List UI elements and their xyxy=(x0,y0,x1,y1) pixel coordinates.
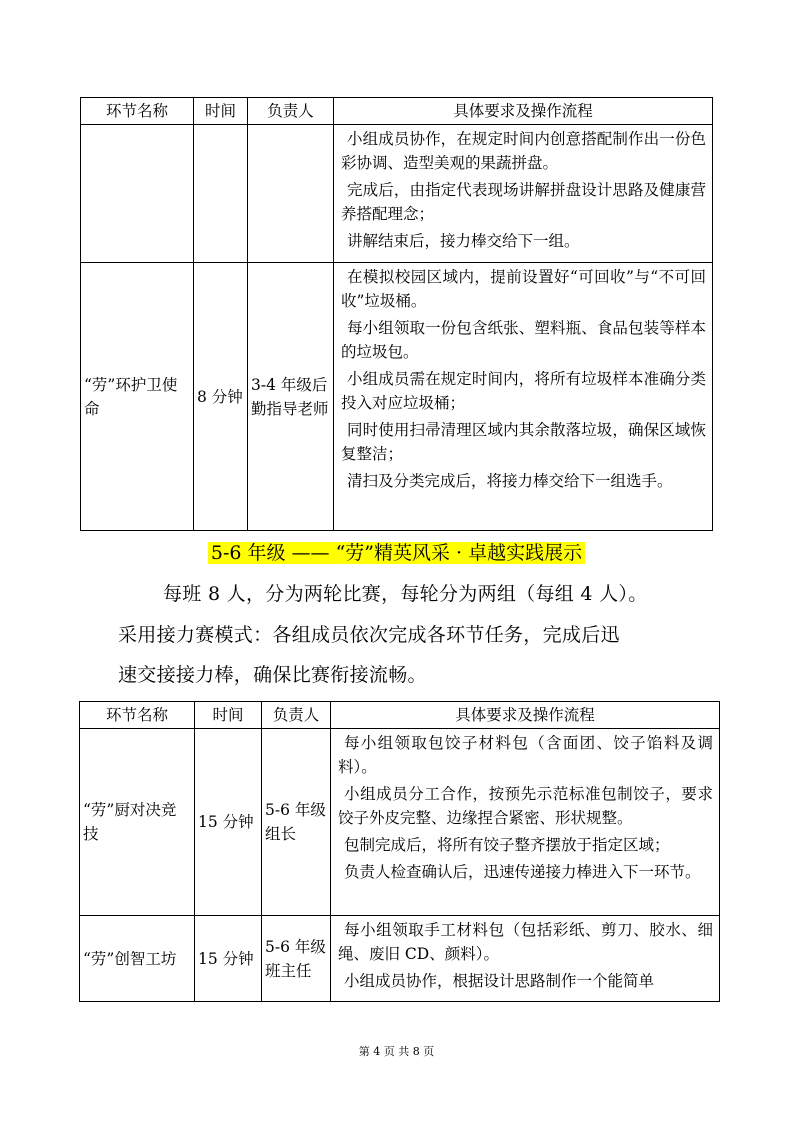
table-row xyxy=(81,263,713,531)
requirements-cell xyxy=(334,125,713,263)
table-header-row xyxy=(81,98,713,125)
step-text: 小组成员协作，根据设计思路制作一个能简单 xyxy=(344,972,655,990)
step-text: 每小组领取一份包含纸张、塑料瓶、食品包装等样本的垃圾包。 xyxy=(341,319,706,361)
page-footer: 第 4 页 共 8 页 xyxy=(358,1045,435,1058)
section-title-highlight: 5-6 年级 —— “劳”精英风采 · 卓越实践展示 xyxy=(208,542,585,564)
stage-name-cell: “劳”厨对决竞技 xyxy=(80,729,195,916)
step-text: 小组成员分工合作，按预先示范标准包制饺子，要求饺子外皮完整、边缘捏合紧密、形状规整。 xyxy=(338,785,713,827)
step-text: 小组成员需在规定时间内，将所有垃圾样本准确分类投入对应垃圾桶； xyxy=(341,370,706,412)
header-time: 时间 xyxy=(195,702,262,729)
step-text: 每小组领取手工材料包（包括彩纸、剪刀、胶水、细绳、废旧 CD、颜料）。 xyxy=(338,921,713,963)
header-person: 负责人 xyxy=(248,98,334,125)
person-cell: 3-4 年级后勤指导老师 xyxy=(248,263,334,531)
step-text: 负责人检查确认后，迅速传递接力棒进入下一环节。 xyxy=(344,863,701,881)
step-text: 每小组领取包饺子材料包（含面团、饺子馅料及调料）。 xyxy=(338,734,713,776)
time-cell: 8 分钟 xyxy=(194,263,248,531)
table-first xyxy=(80,97,713,531)
step-text: 小组成员协作，在规定时间内创意搭配制作出一份色彩协调、造型美观的果蔬拼盘。 xyxy=(341,130,706,172)
intro-paragraph-line: 速交接接力棒，确保比赛衔接流畅。 xyxy=(118,664,427,686)
person-cell: 5-6 年级班主任 xyxy=(262,916,331,1002)
table-row xyxy=(81,125,713,263)
stage-name-cell: “劳”环护卫使命 xyxy=(81,263,194,531)
requirements-cell xyxy=(334,263,713,531)
time-cell: 15 分钟 xyxy=(195,916,262,1002)
header-requirements: 具体要求及操作流程 xyxy=(331,702,720,729)
table-row xyxy=(80,916,720,1002)
table-header-row xyxy=(80,702,720,729)
step-text: 清扫及分类完成后，将接力棒交给下一组选手。 xyxy=(347,472,673,490)
step-text: 完成后，由指定代表现场讲解拼盘设计思路及健康营养搭配理念； xyxy=(341,181,706,223)
table-row xyxy=(80,729,720,916)
time-cell: 15 分钟 xyxy=(195,729,262,916)
header-person: 负责人 xyxy=(262,702,331,729)
step-text: 同时使用扫帚清理区域内其余散落垃圾，确保区域恢复整洁； xyxy=(341,421,706,463)
stage-name-cell: “劳”创智工坊 xyxy=(80,916,195,1002)
step-text: 讲解结束后，接力棒交给下一组。 xyxy=(347,232,580,250)
header-requirements: 具体要求及操作流程 xyxy=(334,98,713,125)
header-stage-name: 环节名称 xyxy=(81,98,194,125)
intro-paragraph-line: 每班 8 人，分为两轮比赛，每轮分为两组（每组 4 人）。 xyxy=(163,583,648,605)
header-stage-name: 环节名称 xyxy=(80,702,195,729)
stage-name-cell xyxy=(81,125,194,263)
person-cell: 5-6 年级组长 xyxy=(262,729,331,916)
requirements-cell xyxy=(331,729,720,916)
header-time: 时间 xyxy=(194,98,248,125)
requirements-cell xyxy=(331,916,720,1002)
person-cell xyxy=(248,125,334,263)
intro-paragraph-line: 采用接力赛模式：各组成员依次完成各环节任务，完成后迅 xyxy=(118,624,620,646)
time-cell xyxy=(194,125,248,263)
step-text: 在模拟校园区域内，提前设置好“可回收”与“不可回收”垃圾桶。 xyxy=(341,268,706,310)
table-second xyxy=(79,701,720,1002)
section-title xyxy=(0,540,793,567)
step-text: 包制完成后，将所有饺子整齐摆放于指定区域； xyxy=(344,836,670,854)
